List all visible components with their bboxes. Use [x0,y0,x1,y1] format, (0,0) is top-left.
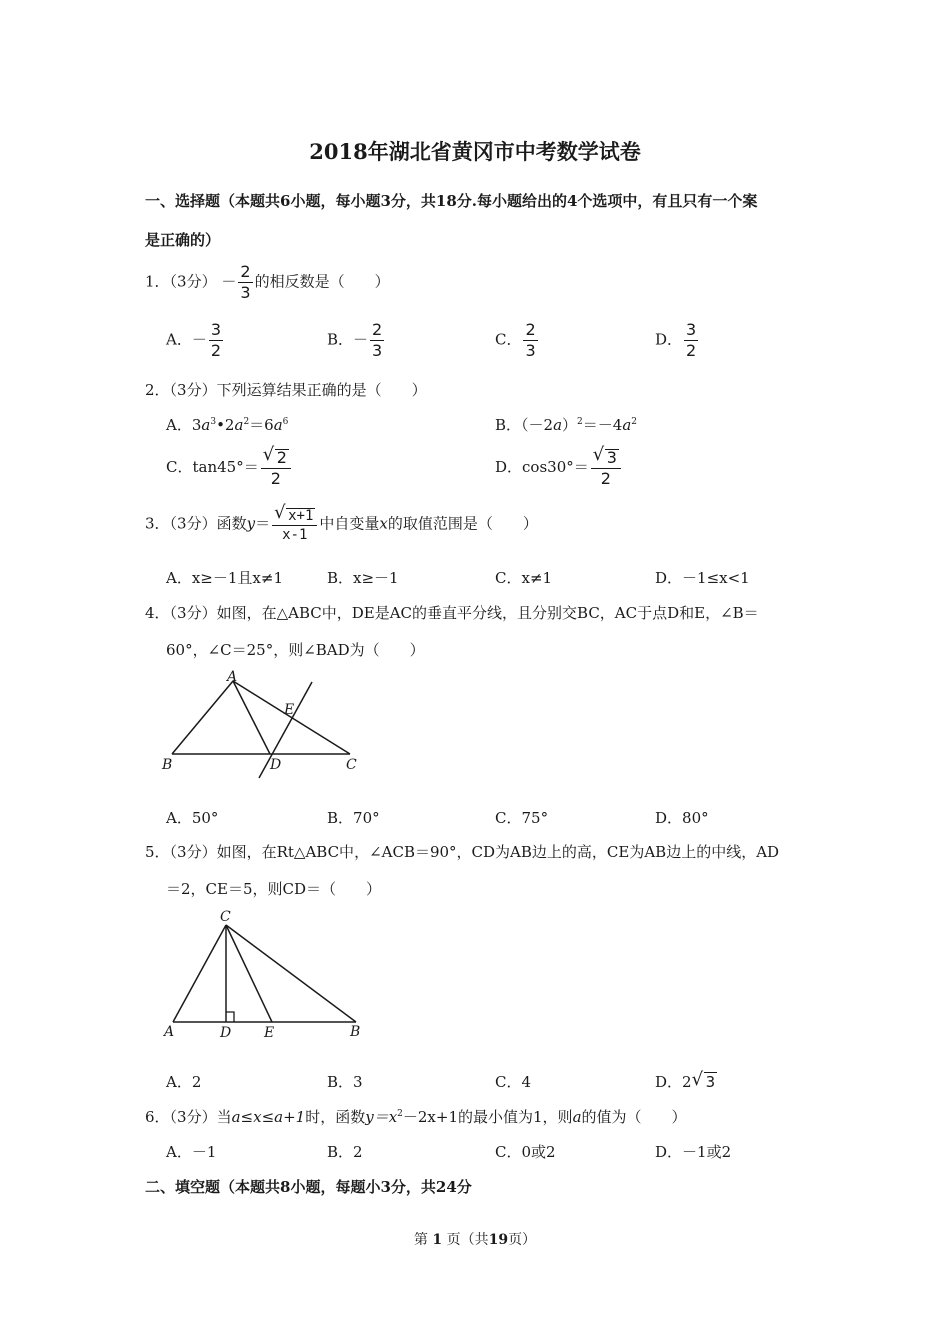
q6-option-b [327,1141,363,1162]
q4-option-a [166,807,218,828]
q6-post: 的最小值为1，则 [458,1108,573,1126]
option-text: 3 [353,1073,363,1091]
q4-option-d [655,807,709,828]
q5-option-d [655,1071,717,1092]
option-label: D． [655,330,683,349]
option-label: A． [166,809,192,827]
question-1-number: 1． [145,272,170,291]
option-text: 80° [682,809,709,827]
question-4-score: （3分） [169,604,217,622]
radicand: 2 [276,448,287,467]
sqrt-symbol: √ [592,444,605,465]
q4-option-b [327,807,380,828]
numerator: 3 [210,320,222,339]
label-c: C [220,909,231,925]
q2-d-fraction [591,444,621,488]
label-a: A [164,1024,175,1040]
q4-line1-text: 如图，在△ABC中，DE是AC的垂直平分线，且分别交BC，AC于点D和E，∠B＝ [216,604,759,622]
option-label: B． [327,809,354,827]
q1-option-d-fraction [684,322,698,359]
question-5-line1 [145,841,779,862]
q6-pre: 当 [216,1108,232,1126]
q3-stem-a: 中自变量 [319,514,380,533]
question-5-line2: ＝2，CE＝5，则CD＝（ ） [166,880,382,898]
option-label: D． [655,1143,683,1161]
numerator [591,444,621,469]
q3-pre: 函数 [216,514,247,533]
denominator: 2 [686,341,697,360]
radicand: 3 [705,1073,716,1091]
label-d: D [270,757,282,773]
label-b: B [162,757,173,773]
option-text: 75° [521,809,549,827]
q3-x-var: x [379,514,388,533]
q6-a-var: a [572,1108,582,1126]
q3-y-var: y [246,514,256,533]
footer-post: 页） [508,1232,537,1248]
q1-option-b-fraction [370,322,384,359]
q5-line1-text: 如图，在Rt△ABC中，∠ACB＝90°，CD为AB边上的高，CE为AB边上的中线，AD [216,843,780,861]
q5-option-a [166,1071,201,1092]
perpendicular-bisector-de [259,682,312,778]
q3-eq: ＝ [255,514,271,533]
option-text: －1 [191,1143,217,1161]
footer-page-number: 1 [432,1232,443,1248]
label-a: A [227,669,238,685]
option-label: B． [495,416,522,434]
question-3-score: （3分） [169,514,217,533]
q6-condition: a≤x≤a+1 [231,1108,306,1126]
sqrt [262,444,289,467]
option-text: 2 [191,1073,202,1091]
q6-end: 的值为（ ） [581,1108,687,1126]
q1-option-c-fraction [523,322,537,359]
option-text: x≠1 [521,569,553,587]
question-6-score: （3分） [169,1108,217,1126]
denominator: 2 [270,469,281,488]
option-sign: － [191,330,207,349]
question-1-score: （3分） [169,272,217,291]
option-label: B． [327,1143,354,1161]
denominator: 3 [372,341,383,360]
q1-option-a [166,322,225,359]
question-3-stem [145,502,538,543]
q6-option-d [655,1141,731,1162]
option-label: A． [166,1143,192,1161]
q2-option-a: A．$3a^3•2a^2=6a^6$ [166,416,289,434]
q1-option-d [655,322,700,359]
section2-heading: 二、填空题（本题共8小题，每题小3分，共24分 [145,1178,472,1196]
q6-option-c [495,1141,556,1162]
denominator: 2 [210,341,222,360]
option-text: 4 [521,1073,532,1091]
denominator: x-1 [282,527,308,543]
numerator: 2 [372,320,383,339]
q5-option-c [495,1071,531,1092]
section1-heading-line2: 是正确的） [145,231,221,249]
question-5-score: （3分） [169,843,217,861]
option-text: 2 [353,1143,363,1161]
page-footer [0,1229,950,1249]
sqrt-symbol: √ [691,1069,704,1090]
question-2-number: 2． [145,381,170,399]
radicand: 3 [606,448,617,467]
q2-option-b: B．$(-2a)^2=-4a^2$ [495,416,638,434]
option-label: C． [166,458,193,476]
q1-option-c [495,322,540,359]
option-text: 50° [191,809,219,827]
q3-option-b [327,567,399,588]
q3-option-d [655,567,750,588]
numerator: 2 [525,320,536,339]
sqrt-symbol: √ [274,502,286,523]
q3-option-c [495,567,552,588]
q1-fraction-numerator: 2 [240,262,251,281]
q1-option-b [327,322,386,359]
option-text: x≥－1且x≠1 [191,569,283,587]
q3-stem-b: 的取值范围是（ ） [387,514,538,533]
q1-stem-text: 的相反数是（ ） [254,272,390,291]
segment-ba [172,681,233,754]
option-label: D． [495,458,523,476]
option-text: 70° [353,809,380,827]
option-label: B． [327,330,354,349]
label-c: C [346,757,357,773]
question-2-score: （3分） [169,381,217,399]
footer-total-pages: 19 [488,1232,509,1248]
option-label: A． [166,416,192,434]
option-coef: 2 [682,1073,692,1091]
numerator [261,444,291,469]
q6-option-a [166,1141,216,1162]
option-label: D． [655,809,683,827]
option-label: A． [166,1073,192,1091]
question-4-line2: 60°，∠C＝25°，则∠BAD为（ ） [166,641,425,659]
q6-func-a: y＝x [365,1108,398,1126]
q2-option-d [495,444,623,488]
option-label: A． [166,569,192,587]
option-label: C． [495,1143,522,1161]
q3-option-a [166,567,283,588]
sqrt-symbol: √ [262,444,275,465]
q6-func-b: －2x+1 [402,1108,459,1126]
option-text: x≥－1 [353,569,399,587]
q2-c-text: tan45°＝ [192,458,259,476]
option-sign: － [353,330,369,349]
page-title: 2018年湖北省黄冈市中考数学试卷 [309,139,641,164]
q2-stem-text: 下列运算结果正确的是（ ） [216,381,427,399]
option-label: D． [655,569,683,587]
option-text: 0或2 [521,1143,556,1161]
option-label: C． [495,330,522,349]
segment-cb [226,925,356,1022]
question-3-number: 3． [145,514,170,533]
q4-figure [160,668,370,783]
q1-fraction [238,264,252,301]
option-label: B． [327,1073,354,1091]
sqrt [274,502,315,524]
question-1-stem [145,264,390,301]
q5-option-b [327,1071,363,1092]
q2-c-fraction [261,444,291,488]
q2-option-c [166,444,293,488]
median-ce [226,925,272,1022]
option-label: A． [166,330,192,349]
option-label: B． [327,569,354,587]
option-label: C． [495,809,522,827]
q3-fraction [272,502,317,543]
question-2-stem [145,379,427,400]
label-e: E [284,702,295,718]
numerator: 3 [686,320,697,339]
footer-pre: 第 [413,1232,428,1248]
q5-figure [160,905,370,1045]
option-label: C． [495,1073,522,1091]
question-4-line1 [145,602,759,623]
label-b: B [350,1024,361,1040]
denominator: 3 [525,341,536,360]
label-d: D [220,1025,232,1041]
sqrt [691,1069,718,1091]
right-angle-mark [226,1012,234,1022]
option-text: －1≤x<1 [682,569,750,587]
q4-option-c [495,807,548,828]
option-label: D． [655,1073,683,1091]
option-label: C． [495,569,522,587]
q2-d-text: cos30°＝ [522,458,589,476]
numerator [272,502,317,526]
question-6-stem: 6．（3分）当a≤x≤a+1时，函数$y=x^2-2x+1$的最小值为1，则a的值为（ ） [145,1108,687,1126]
footer-mid: 页（共 [446,1232,489,1248]
section1-heading-line1: 一、选择题（本题共6小题，每小题3分，共18分.每小题给出的4个选项中，有且只有一个案 [145,192,758,210]
q1-neg-sign: － [221,272,237,291]
radicand: x+1 [288,508,314,524]
q6-mid: 时，函数 [305,1108,366,1126]
sqrt [592,444,619,467]
question-4-number: 4． [145,604,170,622]
question-6-number: 6． [145,1108,170,1126]
q1-option-a-fraction [209,322,223,359]
question-5-number: 5． [145,843,170,861]
denominator: 2 [600,469,611,488]
segment-ca [173,925,226,1022]
option-text: －1或2 [682,1143,732,1161]
label-e: E [264,1025,275,1041]
q1-fraction-denominator: 3 [240,283,251,302]
